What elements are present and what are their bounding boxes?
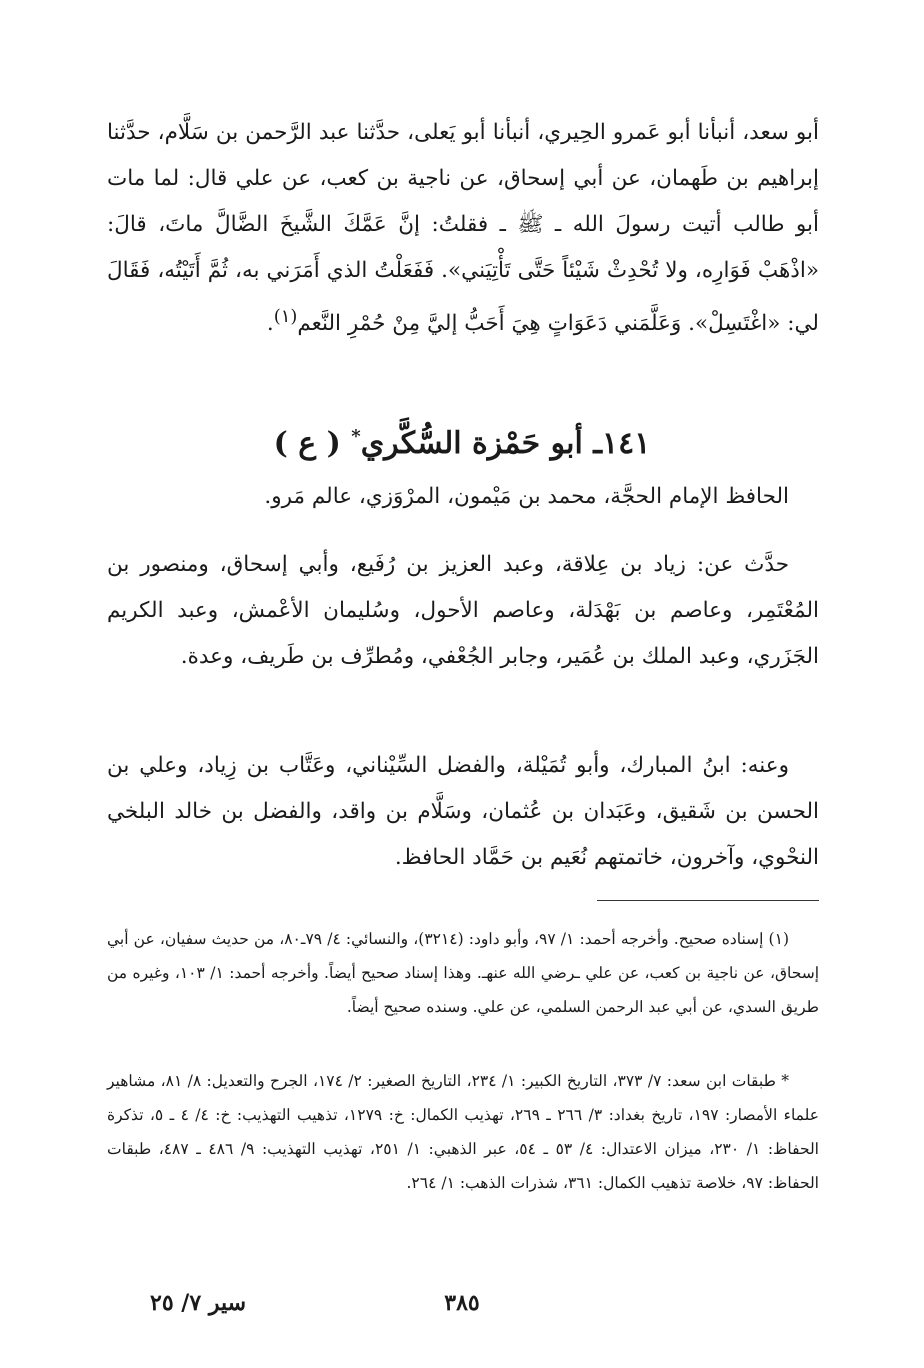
footnote-divider (597, 900, 819, 901)
text-block-narration (107, 110, 819, 347)
footnote-1 (107, 922, 819, 1024)
narrated-from-text: حدَّث عن: زياد بن عِلاقة، وعبد العزيز بن رُفَيع، وأبي إسحاق، ومنصور بن المُعْتَمِر، وعاصم بن بَهْدَلة، وعاصم الأحول، وسُليمان الأعْمش، وعبد الكريم الجَزَري، وعبد الملك بن عُمَير، وجابر الجُعْفي، ومُطرِّف بن طَريف، وعدة. (107, 552, 819, 669)
entry-symbol: ( ع ) (273, 426, 341, 461)
narration-end: . (266, 311, 274, 337)
footnote-2-text: * طبقات ابن سعد: ٧/ ٣٧٣، التاريخ الكبير: ١/ ٢٣٤، التاريخ الصغير: ٢/ ١٧٤، الجرح والتعديل: ٨/ ٨١، مشاهير علماء الأمصار: ١٩٧، تاريخ بغداد: ٣/ ٢٦٦ ـ ٢٦٩، تهذيب الكمال: خ: ١٢٧٩، تذهيب التهذيب: خ: ٤/ ٤ ـ ٥، تذكرة الحفاظ: ١/ ٢٣٠، ميزان الاعتدال: ٤/ ٥٣ ـ ٥٤، عبر الذهبي: ١/ ٢٥١، تهذيب التهذيب: ٩/ ٤٨٦ ـ ٤٨٧، طبقات الحفاظ: ٩٧، خلاصة تذهيب الكمال: ٣٦١، شذرات الذهب: ١/ ٢٦٤. (107, 1072, 820, 1192)
footnote-reference: (١) (273, 306, 298, 327)
footnote-1-text: (١) إسناده صحيح. وأخرجه أحمد: ١/ ٩٧، وأبو داود: (٣٢١٤)، والنسائي: ٤/ ٧٩ـ٨٠، من حديث سفيان، عن أبي إسحاق، عن ناجية بن كعب، عن علي ـرضي الله عنهـ. وهذا إسناد صحيح أيضاً. وأخرجه أحمد: ١/ ١٠٣، وغيره من طريق السدي، عن أبي عبد الرحمن السلمي، عن علي. وسنده صحيح أيضاً. (107, 930, 819, 1016)
footnote-2 (107, 1064, 819, 1200)
text-block-narrated-from (107, 542, 819, 680)
text-block-description (107, 474, 819, 520)
description-text: الحافظ الإمام الحجَّة، محمد بن مَيْمون، المرْوَزي، عالم مَرو. (264, 484, 789, 509)
text-block-narrators (107, 743, 819, 881)
entry-title: ١٤١ـ أبو حَمْزة السُّكَّري (360, 426, 651, 461)
signature-mark: سير ٧/ ٢٥ (150, 1290, 247, 1316)
narration-text: أبو سعد، أنبأنا أبو عَمرو الحِيري، أنبأنا أبو يَعلى، حدَّثنا عبد الرَّحمن بن سَلَّام، حدَّثنا إبراهيم بن طَهمان، عن أبي إسحاق، عن ناجية بن كعب، عن علي قال: لما مات أبو طالب أتيت رسولَ الله ـ ﷺ ـ فقلتُ: إنَّ عَمَّكَ الشَّيخَ الضَّالَّ ماتَ، قالَ: «اذْهَبْ فَوَارِه، ولا تُحْدِثْ شَيْئاً حَتَّى تَأْتِيَني». فَفَعَلْتُ الذي أَمَرَني به، ثُمَّ أَتَيْتُه، فَقَالَ لي: «اغْتَسِلْ». وَعَلَّمَني دَعَوَاتٍ هِيَ أَحَبُّ إليَّ مِنْ حُمْرِ النَّعم (107, 120, 819, 337)
entry-heading (0, 412, 924, 469)
entry-star-marker: * (351, 426, 361, 447)
page-footer (0, 1290, 924, 1330)
page-number: ٣٨٥ (444, 1290, 480, 1316)
narrators-text: وعنه: ابنُ المبارك، وأبو تُمَيْلة، والفضل السِّيْناني، وعَتَّاب بن زِياد، وعلي بن الحسن بن شَقيق، وعَبَدان بن عُثمان، وسَلَّام بن واقد، والفضل بن خالد البلخي النحْوي، وآخرون، خاتمتهم نُعَيم بن حَمَّاد الحافظ. (107, 753, 819, 870)
